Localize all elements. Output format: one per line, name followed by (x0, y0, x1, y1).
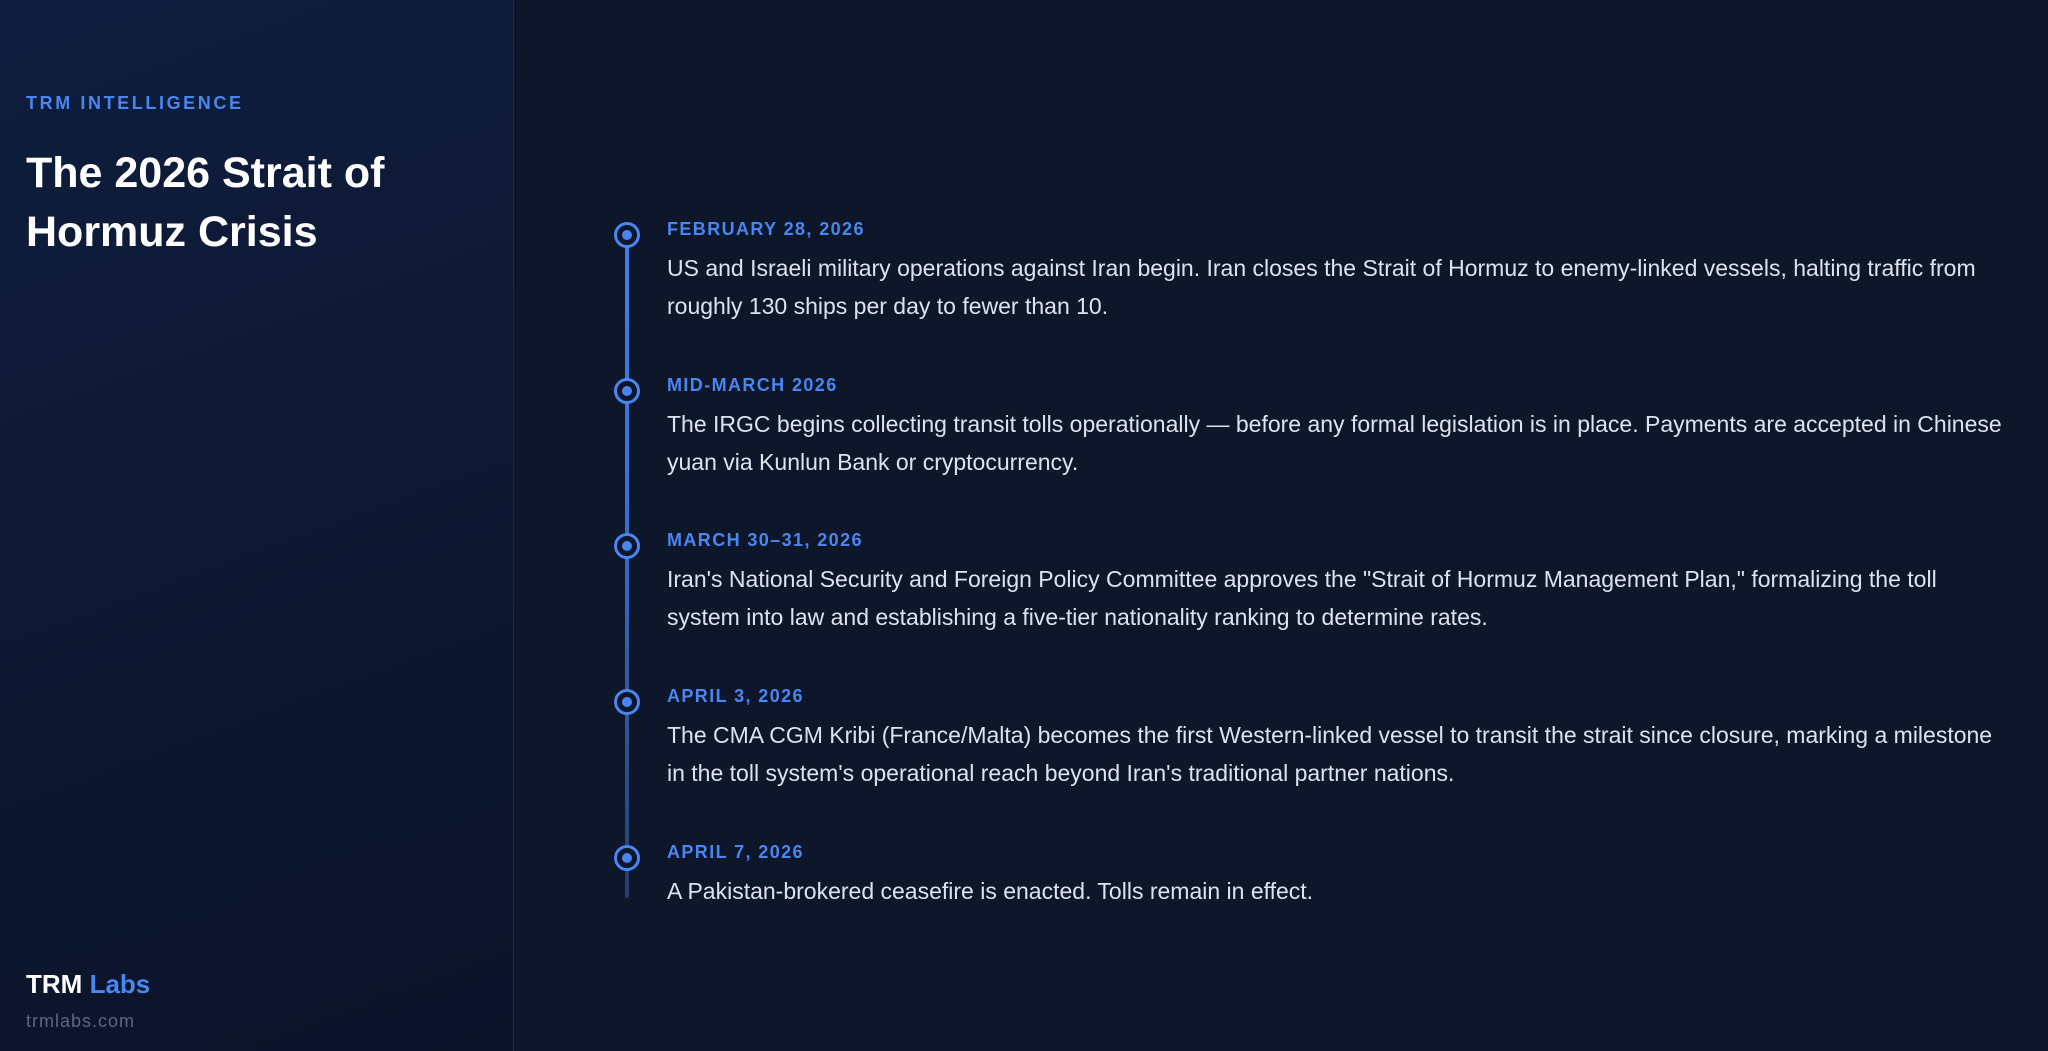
event-description: US and Israeli military operations against Iran begin. Iran closes the Strait of Hormuz to enemy-linked vessels, halting traffic from roughly 130 ships per day to fewer than 10. (667, 255, 1976, 319)
timeline-marker-icon (614, 845, 640, 871)
event-description: The CMA CGM Kribi (France/Malta) becomes the first Western-linked vessel to transit the strait since closure, marking a milestone in the toll system's operational reach beyond Iran's traditional partner nations. (667, 722, 1993, 786)
eyebrow-label: TRM INTELLIGENCE (26, 93, 244, 113)
event-date: APRIL 3, 2026 (667, 686, 804, 706)
timeline-marker-icon (614, 689, 640, 715)
brand-logo (26, 969, 150, 1000)
timeline-marker-icon (614, 222, 640, 248)
timeline-line (625, 235, 629, 898)
event-description: The IRGC begins collecting transit tolls operationally — before any formal legislation is in place. Payments are accepted in Chinese yuan via Kunlun Bank or cryptocurrency. (667, 411, 2002, 475)
brand-accent: Labs (89, 969, 151, 999)
event-date: APRIL 7, 2026 (667, 842, 804, 862)
event-date: MARCH 30–31, 2026 (667, 530, 863, 550)
timeline-panel (515, 0, 2048, 1051)
event-description: A Pakistan-brokered ceasefire is enacted. Tolls remain in effect. (667, 878, 1314, 904)
event-date: MID-MARCH 2026 (667, 375, 838, 395)
sidebar (0, 0, 514, 1051)
event-date: FEBRUARY 28, 2026 (667, 219, 865, 239)
brand-name: TRM (26, 969, 83, 999)
event-description: Iran's National Security and Foreign Policy Committee approves the "Strait of Hormuz Management Plan," formalizing the toll system into law and establishing a five-tier nationality ranking to determine rates. (667, 566, 1937, 630)
site-url: trmlabs.com (26, 1011, 136, 1031)
timeline-marker-icon (614, 533, 640, 559)
timeline-marker-icon (614, 378, 640, 404)
page-title: The 2026 Strait of Hormuz Crisis (26, 149, 385, 256)
